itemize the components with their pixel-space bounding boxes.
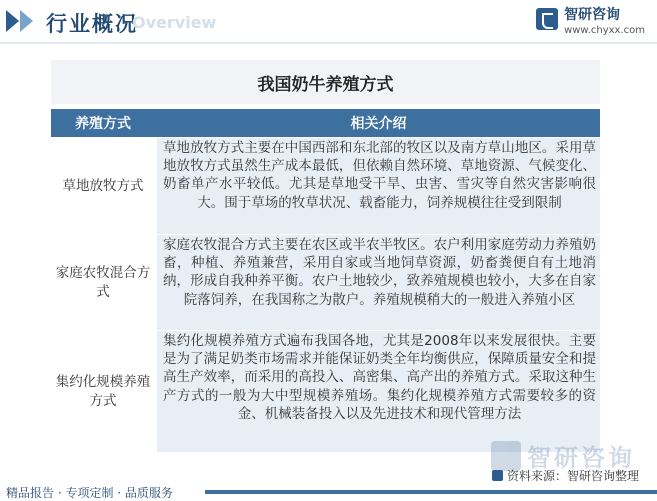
table-header-row [51, 109, 600, 137]
table-row [51, 331, 600, 452]
table-title: 我国奶牛养殖方式 [51, 60, 600, 104]
header-divider [0, 42, 657, 44]
header-arrows-icon [6, 10, 34, 32]
footer-bar [205, 490, 657, 494]
watermark-logo-icon [491, 441, 521, 471]
source-text: 资料来源：智研咨询整理 [506, 469, 639, 483]
page-footer [0, 484, 657, 500]
description-cell: 草地放牧方式主要在中国西部和东北部的牧区以及南方草山地区。采用草地放牧方式虽然生产成本最低，但依赖自然环境、草地资源、气候变化、奶畜单产水平较低。尤其是草地受干旱、虫害、雪灾等自然灾害影响很大。围于草场的牧草状况、载畜能力，饲养规模往往受到限制 [157, 138, 600, 234]
page-title: 行业概况 [46, 12, 138, 36]
column-header-method: 养殖方式 [75, 116, 131, 132]
description-cell: 集约化规模养殖方式遍布我国各地，尤其是2008年以来发展很快。主要是为了满足奶类市场需求并能保证奶类全年均衡供应，保障质量安全和提高生产效率，而采用的高投入、高密集、高产出的养殖方式。采取这种生产方式的一般为大中型规模养殖场。集约化规模养殖方式需要较多的资金、机械装备投入以及先进技术和现代管理方法 [157, 331, 600, 452]
footer-text: 精品报告 · 专项定制 · 品质服务 [6, 486, 173, 500]
source-note [492, 467, 639, 484]
description-cell: 家庭农牧混合方式主要在农区或半农半牧区。农户利用家庭劳动力养殖奶畜，种植、养殖兼营，采用自家或当地饲草资源，奶畜粪便自有土地消纳，形成自我种养平衡。农户土地较少，致养殖规模也较小，大多在自家院落饲养，在我国称之为散户。养殖规模稍大的一般进入养殖小区 [157, 235, 600, 330]
watermark-text: 智研咨询 [527, 444, 635, 472]
source-logo-icon [492, 470, 503, 481]
table-row [51, 235, 600, 330]
method-cell: 家庭农牧混合方式 [51, 235, 155, 330]
brand-logo-icon [536, 8, 558, 30]
brand-name: 智研咨询 [564, 7, 621, 23]
column-header-description: 相关介绍 [350, 116, 407, 132]
table-row [51, 138, 600, 234]
page-header [0, 0, 657, 44]
method-cell: 草地放牧方式 [51, 138, 155, 234]
breeding-methods-table [51, 60, 600, 452]
page-subtitle: Overview [132, 13, 217, 32]
method-cell: 集约化规模养殖方式 [51, 331, 155, 452]
brand-url: www.chyxx.com [564, 25, 645, 36]
brand[interactable] [536, 6, 645, 37]
